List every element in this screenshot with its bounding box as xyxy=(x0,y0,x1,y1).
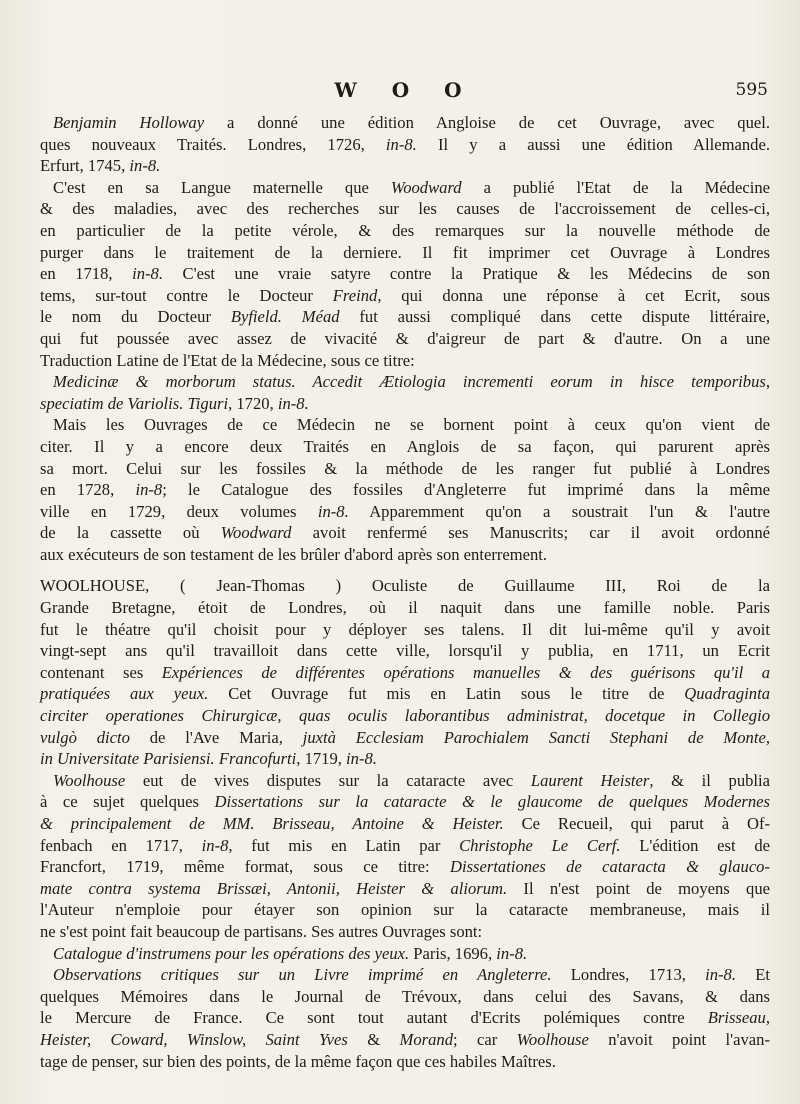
italic-run: pratiquées aux yeux. xyxy=(40,684,209,704)
text-line xyxy=(40,458,770,480)
text-line xyxy=(40,242,770,264)
text-run: tage de penser, sur bien des points, de la même façon que ces habiles Maîtres. xyxy=(40,1051,556,1071)
italic-run: vulgò dicto xyxy=(40,727,130,747)
text-run: à ce sujet quelques xyxy=(40,792,215,812)
text-line xyxy=(40,921,770,943)
text-line xyxy=(40,943,770,965)
text-run: n'avoit point l'avan- xyxy=(588,1029,770,1049)
text-run: & des maladies, avec des recherches sur les causes de l'accroissement de celles-ci, xyxy=(40,199,770,219)
text-run: Il n'est point de moyens que xyxy=(507,878,770,898)
text-run: Paris, 1696, xyxy=(409,943,497,963)
text-line xyxy=(40,220,770,242)
text-line xyxy=(40,727,770,749)
section-gap xyxy=(40,565,770,575)
italic-run: circiter operationes Chirurgicæ, quas oculis laborantibus administrat, docetque in Collegio xyxy=(40,706,770,726)
italic-run: Byfield. Méad xyxy=(230,307,340,327)
text-line xyxy=(40,662,770,684)
running-head: W O O xyxy=(334,78,476,102)
text-line xyxy=(40,350,770,372)
italic-run: in-8 xyxy=(201,835,229,855)
italic-run: Woodward xyxy=(390,177,462,197)
text-line xyxy=(40,501,770,523)
italic-run: juxtà Ecclesiam Parochialem Sancti Stephani de Monte xyxy=(302,727,766,747)
text-run: Grande Bretagne, étoit de Londres, où il naquit dans une famille noble. Paris xyxy=(40,598,770,618)
text-run: Apparemment qu'on a soustrait l'un & l'autre xyxy=(348,501,770,521)
italic-run: Morand xyxy=(399,1029,453,1049)
text-run: ; le Catalogue des fossiles d'Angleterre fut imprimé dans la même xyxy=(162,480,770,500)
text-run: purger dans le traitement de la derniere. Il fit imprimer cet Ouvrage à Londres xyxy=(40,242,770,262)
article-text xyxy=(40,112,770,1072)
text-run: Francfort, 1719, même format, sous ce titre: xyxy=(40,857,450,877)
text-run: WOOLHOUSE, ( Jean-Thomas ) Oculiste de Guillaume III, Roi de la xyxy=(40,576,770,596)
text-run: vingt-sept ans qu'il travailloit dans cette ville, lorsqu'il y publia, en 1711, un Ecrit xyxy=(40,641,770,661)
page-header xyxy=(40,78,770,112)
text-line xyxy=(40,770,770,792)
text-line xyxy=(40,748,770,770)
text-run: Cet Ouvrage fut mis en Latin sous le titre de xyxy=(208,684,685,704)
text-run: le nom du Docteur xyxy=(40,307,231,327)
text-line xyxy=(40,285,770,307)
text-line xyxy=(40,134,770,156)
text-run: en 1728, xyxy=(40,480,136,500)
italic-run: in Universitate Parisiensi. Francofurti xyxy=(40,749,297,769)
text-line xyxy=(40,619,770,641)
text-line xyxy=(40,522,770,544)
text-line xyxy=(40,1051,770,1073)
italic-run: in-8. xyxy=(385,134,417,154)
text-run: avoit renfermé ses Manuscrits; car il avoit ordonné xyxy=(291,523,771,543)
text-run: fut le théatre qu'il choisit pour y déployer ses talens. Il dit lui-même qu'il y avoit xyxy=(40,619,770,639)
italic-run: mate contra systema Brissæi, Antonii, Heister & aliorum. xyxy=(40,878,508,898)
text-run: le Mercure de France. Ce sont tout autant d'Ecrits polémiques contre xyxy=(40,1008,708,1028)
text-run: a donné une édition Angloise de cet Ouvrage, avec quel. xyxy=(204,113,771,132)
italic-run: Heister, Coward, Winslow, Saint Yves xyxy=(40,1029,348,1049)
text-run: fut aussi compliqué dans cette dispute littéraire, xyxy=(339,307,771,327)
italic-run: Medicinæ & morborum status. Accedit Ætiologia incrementi eorum in hisce temporibus xyxy=(53,372,766,392)
italic-run: Christophe Le Cerf. xyxy=(459,835,621,855)
text-line xyxy=(40,155,770,177)
italic-run: Brisseau xyxy=(707,1008,766,1028)
text-run: , qui donna une réponse à cet Ecrit, sous xyxy=(377,285,770,305)
italic-run: Benjamin Holloway xyxy=(53,113,205,132)
text-run: Il y a aussi une édition Allemande. xyxy=(416,134,770,154)
italic-run: in-8. xyxy=(317,501,349,521)
italic-run: Woodward xyxy=(220,523,292,543)
text-run: , & il publia xyxy=(649,770,771,790)
text-run: qui fut poussée avec assez de vivacité & d'aigreur de part & d'autre. On a une xyxy=(40,328,770,348)
text-run: , 1719, xyxy=(296,749,347,769)
text-line xyxy=(40,986,770,1008)
text-run: de l'Ave Maria, xyxy=(129,727,303,747)
text-run: en 1718, xyxy=(40,264,133,284)
text-line xyxy=(40,813,770,835)
text-line xyxy=(40,856,770,878)
text-run: Mais les Ouvrages de ce Médecin ne se bornent point à ceux qu'on vient de xyxy=(53,415,770,435)
text-line xyxy=(40,371,770,393)
italic-run: Quadraginta xyxy=(684,684,771,704)
text-run: quelques Mémoires dans le Journal de Trévoux, dans celui des Savans, & dans xyxy=(40,986,770,1006)
text-run: & xyxy=(347,1029,400,1049)
italic-run: speciatim de Variolis. Tiguri xyxy=(40,393,229,413)
italic-run: Dissertationes de cataracta & glauco- xyxy=(449,857,771,877)
italic-run: & principalement de MM. Brisseau, Antoine & Heister. xyxy=(40,814,504,833)
italic-run: Laurent Heister xyxy=(530,770,650,790)
text-run: L'édition est de xyxy=(620,835,770,855)
text-line xyxy=(40,1029,770,1051)
text-line xyxy=(40,835,770,857)
text-run: , xyxy=(765,727,770,747)
text-line xyxy=(40,328,770,350)
text-line xyxy=(40,306,770,328)
italic-run: Woolhouse xyxy=(516,1029,589,1049)
page-number: 595 xyxy=(735,80,768,100)
text-run: ques nouveaux Traités. Londres, 1726, xyxy=(40,134,386,154)
italic-run: in-8 xyxy=(135,480,163,500)
text-line xyxy=(40,597,770,619)
text-run: l'Auteur n'emploie pour étayer son opinion sur la cataracte membraneuse, mais il xyxy=(40,900,770,920)
italic-run: in-8. xyxy=(346,749,377,769)
text-run: ; car xyxy=(453,1029,517,1049)
italic-run: Catalogue d'instrumens pour les opérations des yeux. xyxy=(53,943,410,963)
text-line xyxy=(40,544,770,566)
text-run: de la cassette où xyxy=(40,523,221,543)
text-run: C'est en sa Langue maternelle que xyxy=(53,177,391,197)
italic-run: in-8. xyxy=(496,943,528,963)
italic-run: Expériences de différentes opérations manuelles & des guérisons qu'il a xyxy=(161,662,770,682)
text-line xyxy=(40,436,770,458)
text-run: , fut mis en Latin par xyxy=(228,835,460,855)
text-line xyxy=(40,1007,770,1029)
text-run: , 1720, xyxy=(228,393,278,413)
text-run: tems, sur-tout contre le Docteur xyxy=(40,285,333,305)
italic-run: Observations critiques sur un Livre imprimé en Angleterre. xyxy=(53,965,552,985)
italic-run: in-8. xyxy=(277,393,309,413)
text-run: en particulier de la petite vérole, & des remarques sur la nouvelle méthode de xyxy=(40,220,770,240)
text-line xyxy=(40,899,770,921)
text-run: eut de vives disputes sur la cataracte avec xyxy=(125,770,531,790)
text-line xyxy=(40,414,770,436)
italic-run: in-8. xyxy=(705,965,737,985)
text-run: , xyxy=(765,1008,770,1028)
text-line xyxy=(40,263,770,285)
text-line xyxy=(40,705,770,727)
text-run: fenbach en 1717, xyxy=(40,835,202,855)
text-run: aux exécuteurs de son testament de les brûler d'abord après son enterrement. xyxy=(40,544,548,564)
italic-run: Dissertations sur la cataracte & le glaucome de quelques Modernes xyxy=(214,792,771,812)
italic-run: Freind xyxy=(332,285,378,305)
text-line xyxy=(40,964,770,986)
text-line xyxy=(40,198,770,220)
text-run: Londres, 1713, xyxy=(551,965,706,985)
text-run: C'est une vraie satyre contre la Pratique & les Médecins de son xyxy=(162,264,770,284)
text-run: citer. Il y a encore deux Traités en Anglois de sa façon, qui parurent après xyxy=(40,436,770,456)
text-line xyxy=(40,177,770,199)
text-line xyxy=(40,112,770,134)
text-run: Traduction Latine de l'Etat de la Médecine, sous ce titre: xyxy=(40,350,415,370)
text-run: Et xyxy=(736,965,770,985)
text-run: Ce Recueil, qui parut à Of- xyxy=(503,814,771,833)
text-run: a publié l'Etat de la Médecine xyxy=(461,177,770,197)
text-line xyxy=(40,575,770,597)
text-run: , xyxy=(765,372,770,392)
text-line xyxy=(40,878,770,900)
text-line xyxy=(40,640,770,662)
text-line xyxy=(40,393,770,415)
italic-run: in-8. xyxy=(132,264,163,284)
text-line xyxy=(40,683,770,705)
text-run: sa mort. Celui sur les fossiles & la méthode de les ranger fut publié à Londres xyxy=(40,458,770,478)
text-line xyxy=(40,479,770,501)
text-line xyxy=(40,791,770,813)
text-run: Erfurt, 1745, xyxy=(40,156,130,176)
italic-run: in-8. xyxy=(129,156,161,176)
italic-run: Woolhouse xyxy=(53,770,126,790)
text-run: ne s'est point fait beaucoup de partisans. Ses autres Ouvrages sont: xyxy=(40,921,483,941)
text-run: contenant ses xyxy=(40,662,162,682)
text-run: ville en 1729, deux volumes xyxy=(40,501,318,521)
